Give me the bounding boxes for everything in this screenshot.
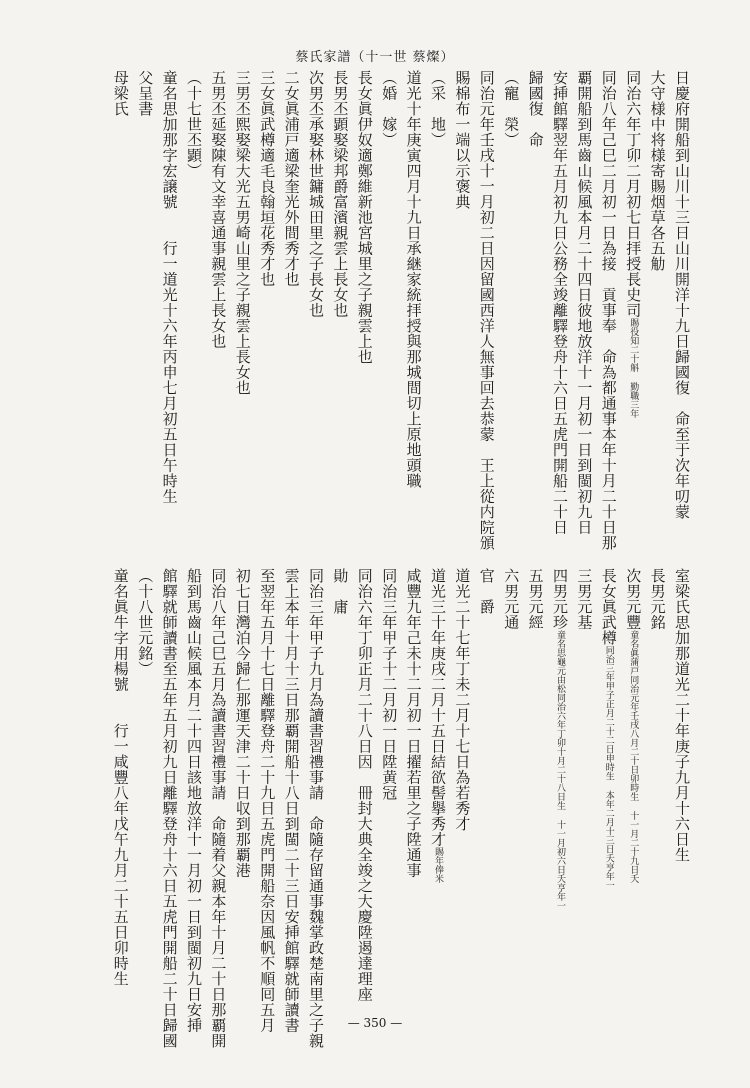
column-text: 次男丕承娶林世鏞城田里之子長女也 [307,70,325,318]
column-text: 同治八年己巳二月初一日為接 貢事奉 命為都通事本年十月二十日那 [599,70,618,551]
text-column [527,568,545,630]
text-column [161,70,179,504]
column-text: 四男元珍 [551,568,569,630]
text-column [551,70,569,535]
text-column [429,70,447,148]
column-note: 賜役知二十斛 勤職三年 [628,318,639,418]
text-column [502,568,520,630]
column-note: 賜年俸米 [433,847,443,883]
column-text: （十七世丕顕） [185,70,203,179]
text-column [453,568,471,832]
text-column [478,70,496,551]
text-column [283,70,301,287]
column-text: 安挿館驛翌年五月初九日公務全竣離驛登舟十六日五虎門開船二十日 [551,70,569,535]
text-column [429,568,447,883]
text-column [283,568,301,1033]
text-column [502,70,520,148]
column-text: 雲上本年十月十三日那覇開船十八日到閩二十三日安挿館驛就師讀書 [282,568,301,1033]
column-text: 同治元年壬戌十一月初二日因留國西洋人無事回去恭蒙 王上從内院頒 [477,70,496,551]
text-column [136,70,154,117]
column-text: 五男丕延娶陳有文幸喜通事親雲上長女也 [209,70,228,349]
column-text: 長男元銘 [648,568,667,630]
text-column [307,568,325,1049]
text-column [551,568,569,910]
page-header-title: 蔡氏家譜（十一世 蔡燦） [295,50,455,65]
column-text: 童名眞牛字用楊號 行一咸豐八年戊午九月二十五日卯時生 [111,568,130,987]
column-text: 賜棉布一端以示褒典 [453,70,472,210]
column-text: 官 爵 [477,568,496,615]
text-column [258,70,276,287]
column-text: 同治六年丁卯正月二十八日因 冊封大典全竣之大慶陞遏達理座 [355,568,374,1002]
text-column [234,70,252,396]
column-text: 同治六年丁卯二月初七日拝授長史司 [624,70,643,318]
text-column [600,568,618,890]
column-text: （十八世元銘） [136,568,155,677]
column-text: 歸國復 命 [526,70,545,148]
column-text: 六男元通 [502,568,521,630]
text-column [112,70,130,117]
text-column [478,568,496,615]
column-text: 初七日灣泊今歸仁那運天津二十日収到那覇港 [233,568,252,878]
column-text: 父呈書 [136,70,155,117]
text-column [405,70,423,489]
column-text: 長男丕顕娶梁邦爵富濱親雲上長女也 [331,70,350,318]
column-note: 同治三年甲子正月二十二日申時生 本年二月十三日夭亨年一 [603,645,614,890]
column-text: 同治三年甲子十二月初一日陞黄冠 [380,568,399,801]
text-column [209,70,227,349]
column-text: 二女眞浦戸適梁奎光外間秀才也 [282,70,301,287]
text-column [209,568,227,1049]
generation-heading [136,568,154,677]
text-column [258,568,276,1033]
column-text: 覇開船到馬齒山候風本月二十四日彼地放洋十一月初一日到閩初九日 [575,70,594,535]
column-text: 船到馬齒山候風本月二十四日該地放洋十一月初一日到閩初九日安挿 [185,568,203,1033]
text-column [575,70,593,535]
page-number: — 350 — [347,1016,403,1030]
text-column [331,568,349,615]
column-text: 道光十年庚寅四月十九日承継家統拝授與那城間切上原地頭職 [404,70,423,489]
text-column [527,70,545,148]
text-column [161,568,179,1049]
column-text: 同治三年甲子九月為讀書習禮事請 命隨存留通事魏掌政楚南里之子親 [307,568,325,1049]
text-column [624,70,642,418]
column-text: 道光三十年庚戌二月十五日結欲髻擧秀才 [429,568,447,847]
column-text: 勛 庸 [331,568,350,615]
column-text: 三男丕熙娶梁大光五男崎山里之子親雲上長女也 [233,70,252,396]
column-text: 長女眞武樽 [599,568,618,646]
text-column [673,568,691,863]
text-column [331,70,349,318]
text-column [356,568,374,1002]
text-column [575,568,593,630]
text-column [380,70,398,148]
column-text: 咸豐九年己未十二月初一日擢若里之子陞通事 [404,568,423,878]
text-column [356,70,374,365]
text-column [185,568,203,1033]
text-column [307,70,325,318]
text-column [405,568,423,878]
text-column [380,568,398,801]
column-text: 日慶府開船到山川十三日山川開洋十九日歸國復 命至于次年叨蒙 [673,70,691,520]
text-column [649,70,667,272]
column-text: 次男元豐 [624,568,643,630]
text-column [453,70,471,210]
column-text: 母梁氏 [111,70,130,117]
text-column [673,70,691,520]
column-text: 三男元基 [575,568,594,630]
column-text: 道光二十七年丁未二月十七日為若秀才 [453,568,472,832]
text-column [600,70,618,551]
column-text: 室梁氏思加那道光二十年庚子九月十六日生 [673,568,691,863]
text-column [649,568,667,630]
column-note: 童名眞蒲戸同治元年壬戌八月二十日卯時生 十一月二十九日夭 [628,630,639,883]
column-text: （寵 榮） [502,70,521,148]
text-column [624,568,642,883]
column-text: 童名思加那字宏譲號 行一道光十六年丙申七月初五日午時生 [160,70,179,504]
column-text: （婚 嫁） [380,70,399,148]
column-text: 同治八年己巳五月為讀書習禮事請 命隨着父親本年十月二十日那覇開 [209,568,228,1049]
text-column [234,568,252,878]
text-column [112,568,130,987]
column-text: 館驛就師讀書至五年五月初九日離驛登舟十六日五虎門開船二十日歸國 [160,568,179,1049]
column-text: 至翌年五月十七日離驛登舟二十九日五虎門開船奈因風帆不順囘五月 [258,568,277,1033]
column-note: 童名思龜元由松同治六年丁卯十月二十八日生 十一月初六日夭亨年一 [555,630,565,910]
column-text: （采 地） [429,70,447,148]
column-text: 三女眞武樽適毛良翰垣花秀才也 [258,70,277,287]
column-text: 五男元經 [526,568,545,630]
column-text: 長女眞伊奴適鄭維新池宮城里之子親雲上也 [355,70,374,365]
column-text: 大守様中将様寄賜烟草各五觔 [648,70,667,272]
generation-heading [185,70,203,179]
